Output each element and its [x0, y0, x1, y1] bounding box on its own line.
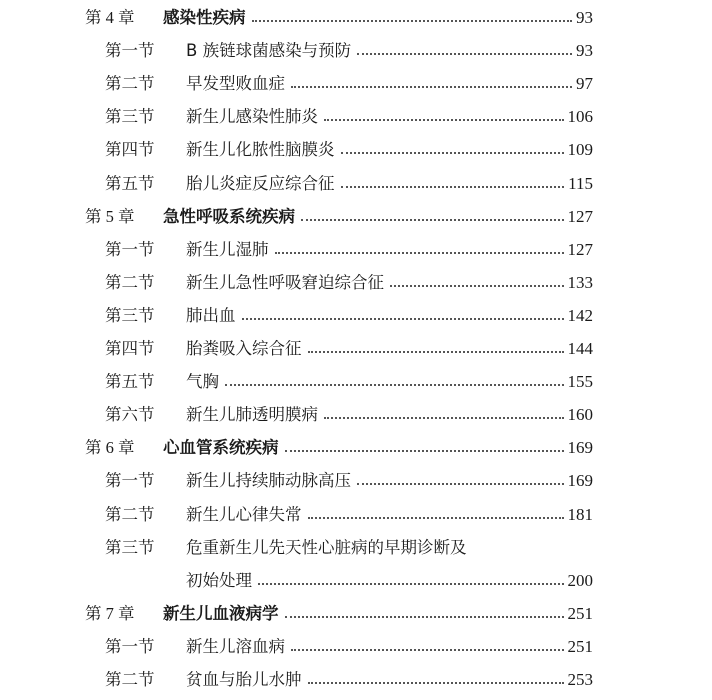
- page-number: 200: [567, 570, 593, 590]
- page-number: 109: [567, 140, 593, 160]
- toc-section-row[interactable]: [0, 403, 712, 427]
- toc-section-row[interactable]: [0, 271, 712, 295]
- dot-leader: [324, 417, 564, 419]
- page-number: 253: [567, 670, 593, 689]
- section-title: 新生儿化脓性脑膜炎: [186, 140, 335, 160]
- toc-section-row[interactable]: [0, 635, 712, 659]
- toc-section-row[interactable]: [0, 569, 712, 593]
- section-title: 新生儿溶血病: [186, 636, 285, 656]
- page-number: 251: [567, 603, 593, 623]
- section-number: 第六节: [105, 405, 155, 425]
- section-title: 气胸: [186, 372, 219, 392]
- page-number: 127: [567, 206, 593, 226]
- chapter-number: 第 4 章: [85, 8, 135, 27]
- section-title: 新生儿肺透明膜病: [186, 405, 318, 425]
- section-title: 早发型败血症: [186, 74, 285, 94]
- chapter-title: 感染性疾病: [163, 8, 246, 27]
- section-number: 第三节: [105, 305, 155, 325]
- dot-leader: [341, 186, 565, 188]
- dot-leader: [357, 483, 564, 485]
- page-number: 127: [567, 239, 593, 259]
- section-title: 新生儿湿肺: [186, 239, 269, 259]
- dot-leader: [242, 318, 564, 320]
- page-number: 133: [567, 272, 593, 292]
- section-number: 第一节: [105, 41, 155, 61]
- chapter-title: 心血管系统疾病: [163, 438, 279, 458]
- section-title: 胎粪吸入综合征: [186, 339, 302, 358]
- toc-section-row[interactable]: [0, 337, 712, 361]
- page-number: 181: [567, 504, 593, 524]
- page-number: 155: [567, 372, 593, 392]
- dot-leader: [324, 119, 564, 121]
- page-number: 160: [567, 405, 593, 425]
- page-number: 106: [567, 107, 593, 127]
- toc-section-row[interactable]: [0, 668, 712, 692]
- dot-leader: [308, 682, 564, 684]
- dot-leader: [285, 450, 564, 452]
- toc-section-row[interactable]: [0, 238, 712, 262]
- dot-leader: [308, 517, 564, 519]
- section-title: 贫血与胎儿水肿: [186, 670, 302, 689]
- section-title: 新生儿急性呼吸窘迫综合征: [186, 272, 384, 292]
- section-title: 新生儿感染性肺炎: [186, 107, 318, 127]
- toc-section-row[interactable]: [0, 172, 712, 196]
- page-number: 97: [576, 74, 593, 94]
- dot-leader: [357, 53, 572, 55]
- toc-chapter-row[interactable]: [0, 6, 712, 30]
- chapter-number: 第 7 章: [85, 603, 135, 623]
- toc-section-row[interactable]: [0, 370, 712, 394]
- dot-leader: [308, 351, 564, 353]
- dot-leader: [291, 649, 564, 651]
- dot-leader: [291, 86, 572, 88]
- dot-leader: [390, 285, 564, 287]
- section-number: 第二节: [105, 74, 155, 94]
- section-number: 第一节: [105, 471, 155, 491]
- page-number: 169: [567, 438, 593, 458]
- toc-chapter-row[interactable]: [0, 602, 712, 626]
- section-number: 第三节: [105, 537, 155, 557]
- section-title: 新生儿持续肺动脉高压: [186, 471, 351, 491]
- dot-leader: [225, 384, 564, 386]
- toc-section-row[interactable]: [0, 39, 712, 63]
- section-number: 第五节: [105, 372, 155, 392]
- page-number: 142: [567, 305, 593, 325]
- toc-section-row[interactable]: [0, 503, 712, 527]
- section-title: B 族链球菌感染与预防: [186, 41, 352, 61]
- dot-leader: [285, 616, 564, 618]
- section-number: 第五节: [105, 173, 155, 193]
- section-number: 第一节: [105, 636, 155, 656]
- page-number: 144: [567, 339, 593, 358]
- section-title: 新生儿心律失常: [186, 504, 302, 524]
- section-title: 胎儿炎症反应综合征: [186, 173, 335, 193]
- page-number: 115: [568, 173, 593, 193]
- toc-section-row[interactable]: [0, 72, 712, 96]
- toc-section-row[interactable]: [0, 536, 712, 560]
- toc-section-row[interactable]: [0, 138, 712, 162]
- page-number: 93: [576, 8, 593, 27]
- chapter-title: 急性呼吸系统疾病: [163, 206, 295, 226]
- section-number: 第四节: [105, 140, 155, 160]
- section-title: 肺出血: [186, 305, 236, 325]
- dot-leader: [258, 583, 564, 585]
- toc-section-row[interactable]: [0, 105, 712, 129]
- section-number: 第二节: [105, 504, 155, 524]
- toc-chapter-row[interactable]: [0, 436, 712, 460]
- toc-section-row[interactable]: [0, 469, 712, 493]
- chapter-number: 第 6 章: [85, 438, 135, 458]
- section-title: 危重新生儿先天性心脏病的早期诊断及: [186, 537, 467, 557]
- page-number: 169: [567, 471, 593, 491]
- dot-leader: [341, 152, 564, 154]
- section-number: 第二节: [105, 670, 155, 689]
- dot-leader: [252, 20, 573, 22]
- chapter-title: 新生儿血液病学: [163, 603, 279, 623]
- toc-chapter-row[interactable]: [0, 205, 712, 229]
- page-number: 93: [576, 41, 593, 61]
- section-number: 第四节: [105, 339, 155, 358]
- section-number: 第三节: [105, 107, 155, 127]
- page-number: 251: [567, 636, 593, 656]
- chapter-number: 第 5 章: [85, 206, 135, 226]
- section-number: 第一节: [105, 239, 155, 259]
- toc-section-row[interactable]: [0, 304, 712, 328]
- dot-leader: [275, 252, 564, 254]
- dot-leader: [301, 219, 564, 221]
- section-number: 第二节: [105, 272, 155, 292]
- section-title: 初始处理: [186, 570, 252, 590]
